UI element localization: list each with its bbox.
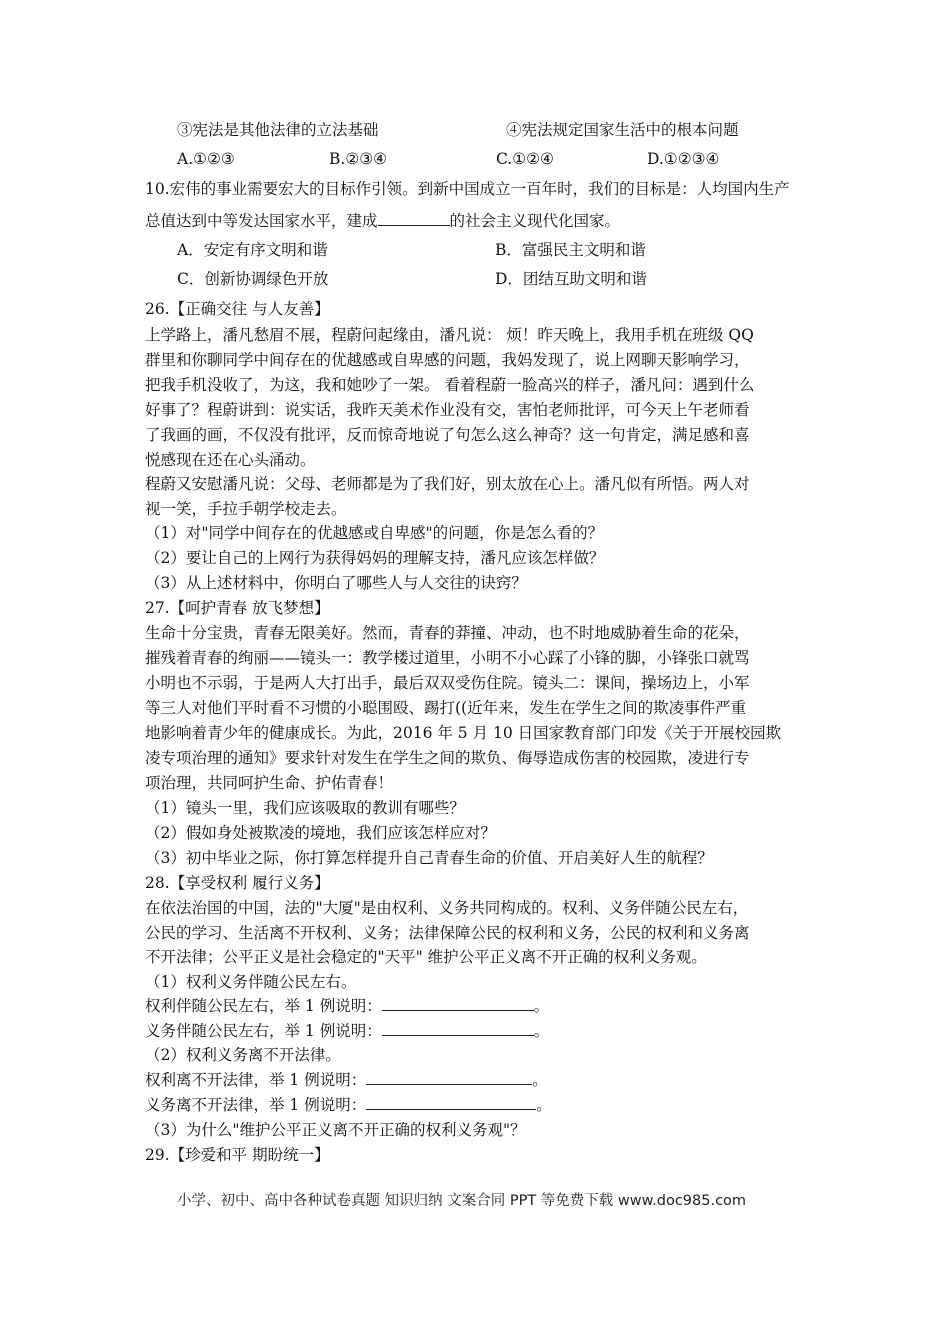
page-footer: 小学、初中、高中各种试卷真题 知识归纳 文案合同 PPT 等免费下载 www.doc985.com: [177, 1193, 747, 1209]
period: 。: [532, 1071, 548, 1089]
q10-stem-post: 的社会主义现代化国家。: [449, 212, 621, 230]
q10-option-d: D．团结互助文明和谐: [495, 270, 647, 288]
q9-option-c: C.①②④: [496, 150, 554, 168]
q27-question-2: （2）假如身处被欺凌的境地，我们应该怎样应对？: [145, 824, 496, 842]
q26-text-line: 悦感现在还在心头涌动。: [145, 451, 316, 469]
q9-item-3: ③宪法是其他法律的立法基础: [177, 121, 379, 139]
q28-sub-question-2: （2）权利义务离不开法律。: [145, 1046, 341, 1064]
answer-blank[interactable]: [366, 1095, 536, 1110]
q27-text-line: 生命十分宝贵，青春无限美好。然而，青春的莽撞、冲动，也不时地威胁着生命的花朵，: [145, 624, 750, 642]
q26-question-3: （3）从上述材料中，你明白了哪些人与人交往的诀窍？: [145, 574, 527, 592]
q10-option-b: B．富强民主文明和谐: [495, 241, 646, 259]
q10-option-a: A．安定有序文明和谐: [177, 241, 328, 259]
answer-blank[interactable]: [382, 1021, 534, 1036]
q28-text-line: 公民的学习、生活离不开权利、义务；法律保障公民的权利和义务，公民的权利和义务离: [145, 924, 750, 942]
answer-blank[interactable]: [366, 1070, 532, 1085]
q27-question-1: （1）镜头一里，我们应该吸取的教训有哪些？: [145, 799, 465, 817]
q27-text-line: 等三人对他们平时看不习惯的小聪围殴、踢打((近年来，发生在学生之间的欺凌事件严重: [145, 699, 747, 717]
q27-text-line: 摧残着青春的绚丽——镜头一：教学楼过道里，小明不小心踩了小锋的脚，小锋张口就骂: [145, 649, 750, 667]
q26-text-line: 视一笑，手拉手朝学校走去。: [145, 500, 347, 518]
q28-fill-line-3: [145, 1070, 548, 1090]
answer-blank[interactable]: [382, 996, 534, 1011]
q10-stem-line1: 10.宏伟的事业需要宏大的目标作引领。到新中国成立一百年时，我们的目标是：人均国内生产: [145, 180, 790, 198]
q26-text-line: 群里和你聊同学中间存在的优越感或自卑感的问题，我妈发现了，说上网聊天影响学习，: [145, 351, 750, 369]
period: 。: [536, 1096, 552, 1114]
q27-text-line: 地影响着青少年的健康成长。为此，2016 年 5 月 10 日国家教育部门印发《关于开展校园欺: [145, 724, 782, 742]
q26-text-line: 上学路上，潘凡愁眉不展，程蔚问起缘由，潘凡说： 烦！昨天晚上，我用手机在班级 QQ: [145, 326, 754, 344]
q28-text-line: 在依法治国的中国，法的"大厦"是由权利、义务共同构成的。权利、义务伴随公民左右，: [145, 899, 749, 917]
q9-option-d: D.①②③④: [647, 150, 720, 168]
q28-fill-line-2: [145, 1021, 549, 1041]
q26-question-2: （2）要让自己的上网行为获得妈妈的理解支持，潘凡应该怎样做？: [145, 549, 605, 567]
q27-text-line: 凌专项治理的通知》要求针对发生在学生之间的欺负、侮辱造成伤害的校园欺，凌进行专: [145, 749, 750, 767]
q10-blank: [378, 211, 450, 226]
q28-heading: 28.【享受权利 履行义务】: [145, 874, 330, 892]
q27-text-line: 小明也不示弱，于是两人大打出手，最后双双受伤住院。镜头二：课间，操场边上，小军: [145, 674, 750, 692]
q27-question-3: （3）初中毕业之际，你打算怎样提升自己青春生命的价值、开启美好人生的航程？: [145, 849, 713, 867]
q26-text-line: 好事了？程蔚讲到：说实话，我昨天美术作业没有交，害怕老师批评，可今天上午老师看: [145, 401, 750, 419]
q29-heading: 29.【珍爱和平 期盼统一】: [145, 1146, 330, 1164]
q28-fill-line-1: [145, 996, 549, 1016]
q28-fill-label: 权利伴随公民左右，举 1 例说明：: [145, 997, 382, 1015]
q9-item-4: ④宪法规定国家生活中的根本问题: [506, 121, 739, 139]
q28-fill-label: 义务离不开法律，举 1 例说明：: [145, 1096, 367, 1114]
period: 。: [533, 1022, 550, 1040]
q9-option-a: A.①②③: [177, 150, 235, 168]
q26-text-line: 程蔚又安慰潘凡说：父母、老师都是为了我们好，别太放在心上。潘凡似有所悟。两人对: [145, 475, 750, 493]
q27-text-line: 项治理，共同呵护生命、护佑青春！: [145, 774, 394, 792]
q9-option-b: B.②③④: [329, 150, 388, 168]
q26-text-line: 把我手机没收了，为这，我和她吵了一架。 看着程蔚一脸高兴的样子，潘凡问：遇到什么: [145, 376, 755, 394]
q28-sub-question-3: （3）为什么"维护公平正义离不开正确的权利义务观"？: [145, 1121, 526, 1139]
q26-question-1: （1）对"同学中间存在的优越感或自卑感"的问题，你是怎么看的？: [145, 524, 604, 542]
q26-text-line: 了我画的画，不仅没有批评，反而惊奇地说了句怎么这么神奇？这一句肯定，满足感和喜: [145, 426, 750, 444]
q28-sub-question-1: （1）权利义务伴随公民左右。: [145, 973, 357, 991]
q28-fill-label: 义务伴随公民左右，举 1 例说明：: [145, 1022, 382, 1040]
q10-stem-pre: 总值达到中等发达国家水平，建成: [145, 212, 378, 230]
q28-fill-label: 权利离不开法律，举 1 例说明：: [145, 1071, 367, 1089]
q28-text-line: 不开法律；公平正义是社会稳定的"天平" 维护公平正义离不开正确的权利义务观。: [145, 948, 707, 966]
q10-option-c: C．创新协调绿色开放: [177, 270, 329, 288]
q28-fill-line-4: [145, 1095, 552, 1115]
q10-stem-line2: [145, 211, 620, 231]
q27-heading: 27.【呵护青春 放飞梦想】: [145, 599, 330, 617]
q26-heading: 26.【正确交往 与人友善】: [145, 300, 330, 318]
period: 。: [533, 997, 550, 1015]
